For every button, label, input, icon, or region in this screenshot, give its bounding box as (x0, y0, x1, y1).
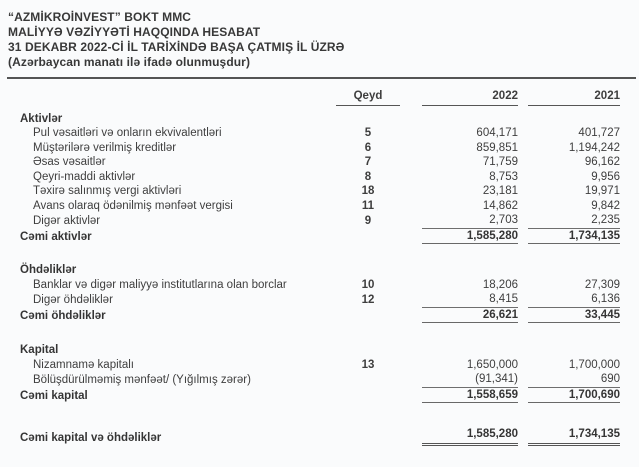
row-label: Pul vəsaitləri və onların ekvivalentləri (33, 127, 222, 139)
table-row (20, 155, 620, 170)
row-value-2021: 9,842 (591, 199, 620, 212)
table-row (20, 292, 620, 308)
currency-note: (Azərbaycan manatı ilə ifadə olunmuşdur) (8, 55, 251, 69)
row-label: Avans olaraq ödənilmiş mənfəət vergisi (33, 199, 233, 212)
total-row-liabilities (20, 308, 620, 324)
report-title: MALİYYƏ VƏZİYYƏTİ HAQQINDA HESABAT (8, 25, 261, 39)
financial-position-table (20, 89, 620, 446)
row-note: 12 (361, 294, 375, 306)
table-row (20, 184, 620, 199)
total-value-2022: 1,585,280 (422, 229, 518, 245)
row-value-2021: 690 (528, 372, 620, 388)
total-value-2022: 26,621 (422, 308, 518, 324)
table-row (20, 213, 620, 229)
total-value-2021: 33,445 (528, 308, 620, 324)
table-row (20, 170, 620, 185)
row-value-2022: 18,206 (482, 278, 518, 291)
section-title-liabilities (20, 263, 620, 278)
row-value-2021: 27,309 (584, 278, 620, 291)
table-row (20, 358, 620, 373)
row-value-2021: 19,971 (584, 185, 620, 197)
row-label: Bölüşdürülməmiş mənfəət/ (Yığılmış zərər) (33, 374, 251, 386)
row-value-2022: 8,753 (489, 170, 518, 183)
section-title-equity (20, 343, 620, 358)
grand-total-value-2022: 1,585,280 (422, 427, 518, 446)
row-value-2021: 96,162 (584, 156, 620, 168)
col-note-header: Qeyd (336, 89, 400, 106)
row-value-2022: 23,181 (482, 185, 518, 197)
section-label: Kapital (20, 344, 59, 356)
total-value-2021: 1,734,135 (528, 229, 620, 245)
total-row-equity (20, 388, 620, 404)
row-note: 7 (364, 156, 372, 168)
row-value-2022: 859,851 (476, 141, 518, 154)
total-row-assets (20, 229, 620, 245)
total-label: Cəmi öhdəliklər (20, 309, 106, 322)
header-rule (7, 77, 636, 79)
total-value-2022: 1,558,659 (422, 388, 518, 404)
row-value-2022: 8,415 (422, 292, 518, 308)
grand-total-row (20, 427, 620, 446)
grand-total-value-2021: 1,734,135 (528, 427, 620, 446)
row-value-2022: 2,703 (422, 213, 518, 229)
row-value-2021: 6,136 (528, 292, 620, 308)
row-value-2022: 1,650,000 (466, 358, 518, 371)
table-row (20, 278, 620, 293)
row-note: 13 (361, 358, 375, 371)
row-label: Nizamnamə kapitalı (33, 358, 134, 371)
row-label: Təxirə salınmış vergi aktivləri (33, 185, 182, 197)
section-title-assets (20, 112, 620, 127)
row-value-2022: (91,341) (422, 372, 518, 388)
report-period: 31 DEKABR 2022-Cİ İL TARİXİNDƏ BAŞA ÇATMIŞ İL ÜZRƏ (8, 40, 345, 54)
table-row (20, 199, 620, 214)
row-value-2021: 2,235 (528, 213, 620, 229)
section-label: Aktivlər (20, 112, 63, 125)
row-label: Banklar və digər maliyyə institutlarına olan borclar (33, 278, 287, 291)
total-label: Cəmi aktivlər (20, 230, 92, 243)
row-note: 18 (361, 185, 375, 197)
row-label: Digər öhdəliklər (33, 294, 113, 306)
section-label: Öhdəliklər (20, 264, 77, 276)
row-note: 6 (364, 141, 372, 154)
document-header (8, 10, 639, 70)
row-note: 9 (364, 215, 372, 227)
company-name: “AZMİKROİNVEST” BOKT MMC (8, 10, 192, 24)
table-header-row (20, 89, 620, 106)
row-note: 8 (364, 170, 372, 183)
col-2022-header: 2022 (422, 89, 518, 106)
row-label: Qeyri-maddi aktivlər (33, 170, 136, 183)
row-value-2021: 9,956 (591, 170, 620, 183)
table-row (20, 372, 620, 388)
row-value-2022: 604,171 (476, 127, 518, 139)
table-row (20, 126, 620, 141)
col-2021-header: 2021 (528, 89, 620, 106)
row-value-2021: 401,727 (578, 127, 620, 139)
row-note: 11 (361, 199, 375, 212)
total-label: Cəmi kapital (20, 389, 88, 402)
grand-total-label: Cəmi kapital və öhdəliklər (20, 432, 162, 444)
row-value-2021: 1,700,000 (568, 358, 620, 371)
row-value-2022: 71,759 (482, 156, 518, 168)
row-value-2021: 1,194,242 (568, 141, 620, 154)
row-label: Digər aktivlər (33, 215, 101, 227)
table-row (20, 141, 620, 156)
row-note: 10 (361, 278, 375, 291)
row-label: Müştərilərə verilmiş kreditlər (33, 141, 177, 154)
row-note: 5 (364, 127, 372, 139)
row-label: Əsas vəsaitlər (33, 156, 106, 168)
row-value-2022: 14,862 (482, 199, 518, 212)
total-value-2021: 1,700,690 (528, 388, 620, 404)
